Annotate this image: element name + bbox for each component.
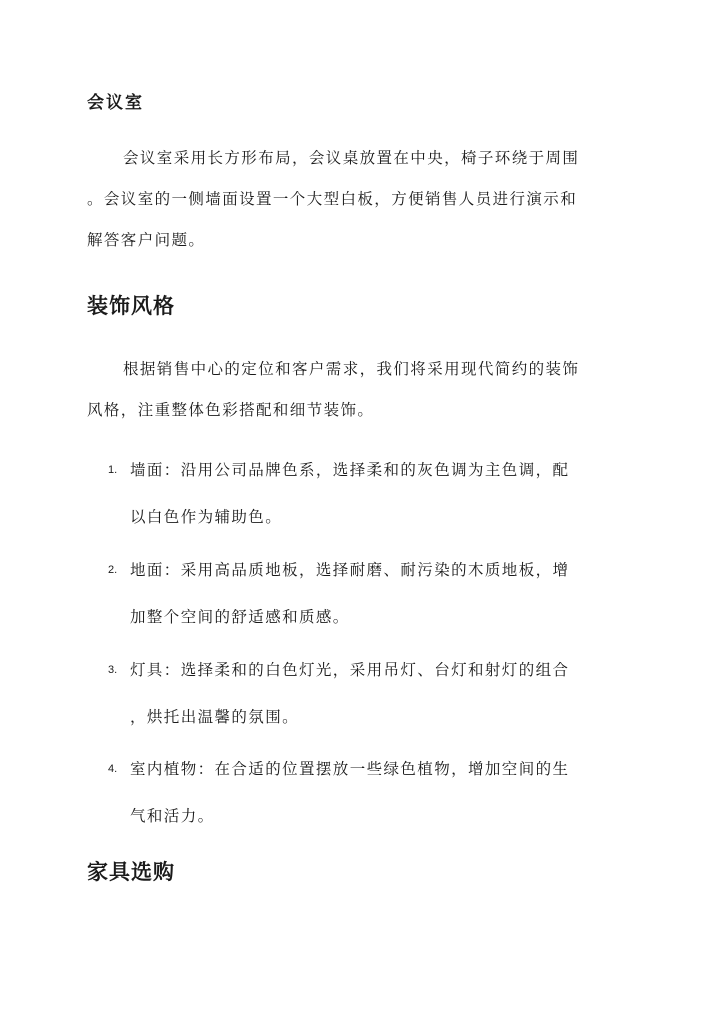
list-item-line: 室内植物：在合适的位置摆放一些绿色植物，增加空间的生 [130, 760, 570, 778]
list-item-number: 2. [108, 564, 118, 576]
paragraph-line: 。会议室的一侧墙面设置一个大型白板，方便销售人员进行演示和 [87, 190, 578, 208]
meeting-room-paragraph [87, 144, 647, 255]
list-item-line: 地面：采用高品质地板，选择耐磨、耐污染的木质地板，增 [130, 561, 570, 579]
paragraph-line: 会议室采用长方形布局，会议桌放置在中央，椅子环绕于周围 [123, 149, 580, 167]
list-item-number: 3. [108, 664, 118, 676]
section-heading-decoration: 装饰风格 [87, 294, 175, 318]
paragraph-line: 解答客户问题。 [87, 231, 206, 249]
list-item-line: 气和活力。 [130, 807, 215, 825]
list-item-number: 4. [108, 763, 118, 775]
list-item-number: 1. [108, 464, 118, 476]
paragraph-line: 风格，注重整体色彩搭配和细节装饰。 [87, 401, 375, 419]
list-item-line: 以白色作为辅助色。 [130, 508, 283, 526]
list-item-line: 灯具：选择柔和的白色灯光，采用吊灯、台灯和射灯的组合 [130, 661, 570, 679]
section-heading-meeting-room: 会议室 [87, 93, 144, 113]
paragraph-line: 根据销售中心的定位和客户需求，我们将采用现代简约的装饰 [123, 360, 580, 378]
list-item-line: 墙面：沿用公司品牌色系，选择柔和的灰色调为主色调，配 [130, 461, 570, 479]
list-item-line: 加整个空间的舒适感和质感。 [130, 608, 350, 626]
section-heading-furniture: 家具选购 [87, 860, 175, 884]
list-item-line: ，烘托出温馨的氛围。 [130, 708, 300, 726]
decoration-paragraph [87, 355, 647, 425]
